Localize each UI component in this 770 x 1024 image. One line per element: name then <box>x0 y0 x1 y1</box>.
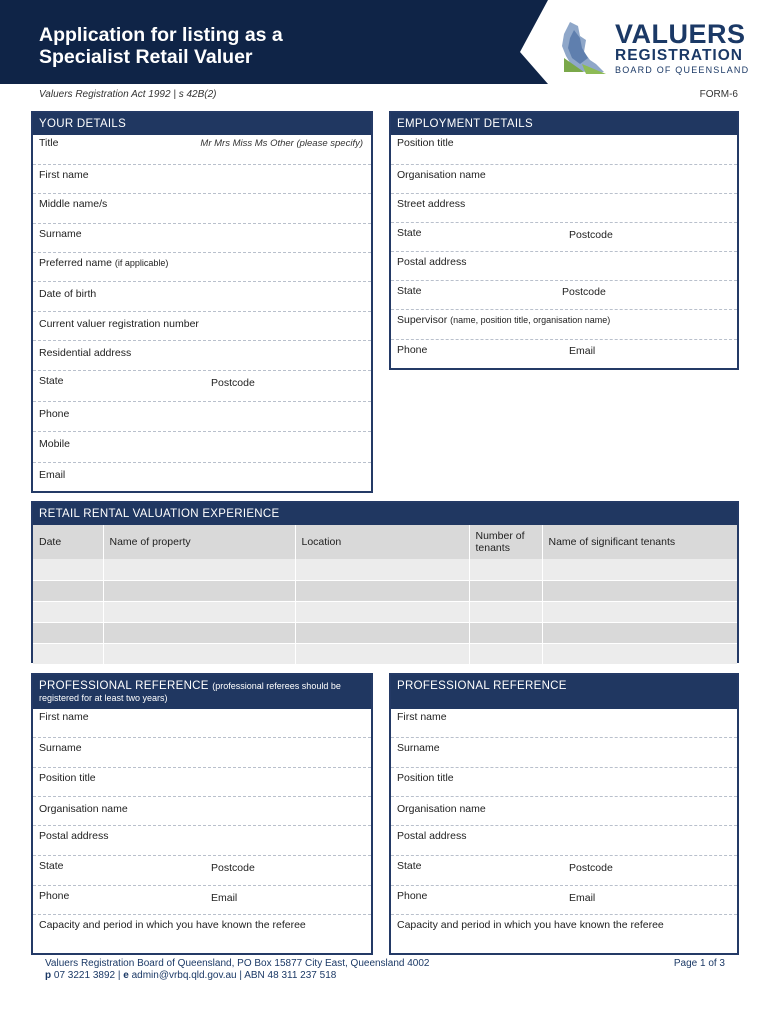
table-cell[interactable] <box>33 601 103 622</box>
employment-state-row[interactable]: State Postcode <box>391 223 737 252</box>
ref2-capacity-field[interactable]: Capacity and period in which you have known the referee <box>397 919 664 931</box>
table-cell[interactable] <box>542 559 737 580</box>
page-header <box>0 0 770 84</box>
your-details-panel <box>31 111 373 493</box>
table-cell[interactable] <box>103 559 295 580</box>
ref1-postal-field[interactable]: Postal address <box>33 826 371 856</box>
middle-name-field[interactable]: Middle name/s <box>33 194 371 224</box>
table-cell[interactable] <box>295 622 469 643</box>
res-address-field[interactable]: Residential address <box>33 341 371 371</box>
table-cell[interactable] <box>103 622 295 643</box>
reference-2-panel <box>389 673 739 955</box>
ref1-position-field[interactable]: Position title <box>33 768 371 797</box>
form-title: Application for listing as a Specialist Retail Valuer <box>39 24 283 68</box>
first-name-field[interactable]: First name <box>33 165 371 194</box>
preferred-name-field[interactable]: Preferred name (if applicable) <box>33 253 371 282</box>
ref2-org-field[interactable]: Organisation name <box>391 797 737 826</box>
employment-panel <box>389 111 739 370</box>
ref2-position-field[interactable]: Position title <box>391 768 737 797</box>
table-cell[interactable] <box>33 559 103 580</box>
experience-heading: RETAIL RENTAL VALUATION EXPERIENCE <box>33 503 737 525</box>
ref2-postal-field[interactable]: Postal address <box>391 826 737 856</box>
dob-field[interactable]: Date of birth <box>33 282 371 312</box>
table-cell[interactable] <box>103 601 295 622</box>
ref1-phone-row[interactable]: Phone Email <box>33 886 371 915</box>
col-significant-tenants: Name of significant tenants <box>542 525 737 559</box>
act-reference: Valuers Registration Act 1992 | s 42B(2) <box>39 89 217 100</box>
ref1-state-row[interactable]: State Postcode <box>33 856 371 886</box>
logo-wordmark: VALUERS REGISTRATION BOARD OF QUEENSLAND <box>615 19 750 75</box>
postal-state-row[interactable]: State Postcode <box>391 281 737 310</box>
table-row <box>33 559 737 580</box>
table-cell[interactable] <box>295 643 469 664</box>
table-row <box>33 643 737 664</box>
ref1-surname-field[interactable]: Surname <box>33 738 371 768</box>
table-cell[interactable] <box>103 580 295 601</box>
experience-table <box>33 525 737 665</box>
ref2-surname-field[interactable]: Surname <box>391 738 737 768</box>
table-cell[interactable] <box>542 601 737 622</box>
position-title-field[interactable]: Position title <box>391 135 737 165</box>
email-field[interactable]: Email <box>39 469 66 481</box>
mobile-field[interactable]: Mobile <box>33 432 371 463</box>
footer-abn: | ABN 48 311 237 518 <box>239 970 337 981</box>
ref2-phone-row[interactable]: Phone Email <box>391 886 737 915</box>
street-address-field[interactable]: Street address <box>391 194 737 223</box>
table-cell[interactable] <box>33 580 103 601</box>
table-row <box>33 580 737 601</box>
col-property: Name of property <box>103 525 295 559</box>
reg-number-field[interactable]: Current valuer registration number <box>33 312 371 341</box>
table-cell[interactable] <box>295 559 469 580</box>
footer-email-link[interactable]: admin@vrbq.qld.gov.au <box>131 970 237 981</box>
page-number: Page 1 of 3 <box>673 958 725 969</box>
table-cell[interactable] <box>295 601 469 622</box>
table-cell[interactable] <box>542 622 737 643</box>
reference-2-heading: PROFESSIONAL REFERENCE <box>391 675 737 709</box>
col-location: Location <box>295 525 469 559</box>
footer-address: Valuers Registration Board of Queensland, PO Box 15877 City East, Queensland 4002 <box>45 958 430 969</box>
reference-1-heading: PROFESSIONAL REFERENCE (professional referees should be registered for at least two years) <box>33 675 371 709</box>
ref1-first-name-field[interactable]: First name <box>33 709 371 738</box>
phone-field[interactable]: Phone <box>33 402 371 432</box>
table-row <box>33 601 737 622</box>
reference-1-panel <box>31 673 373 955</box>
employment-heading: EMPLOYMENT DETAILS <box>391 113 737 135</box>
table-cell[interactable] <box>103 643 295 664</box>
table-cell[interactable] <box>542 580 737 601</box>
experience-panel <box>31 501 739 663</box>
col-date: Date <box>33 525 103 559</box>
table-cell[interactable] <box>33 643 103 664</box>
table-cell[interactable] <box>469 643 542 664</box>
col-tenants: Number of tenants <box>469 525 542 559</box>
title-options[interactable]: Mr Mrs Miss Ms Other (please specify) <box>200 138 363 149</box>
table-cell[interactable] <box>469 601 542 622</box>
form-number: FORM-6 <box>699 89 738 100</box>
ref2-state-row[interactable]: State Postcode <box>391 856 737 886</box>
title-field[interactable]: Title Mr Mrs Miss Ms Other (please specify) <box>33 135 371 165</box>
state-label: State <box>39 375 64 387</box>
table-row <box>33 622 737 643</box>
table-cell[interactable] <box>469 622 542 643</box>
org-name-field[interactable]: Organisation name <box>391 165 737 194</box>
footer-phone[interactable]: 07 3221 3892 <box>53 970 116 981</box>
postal-address-field[interactable]: Postal address <box>391 252 737 281</box>
ref1-org-field[interactable]: Organisation name <box>33 797 371 826</box>
your-details-heading: YOUR DETAILS <box>33 113 371 135</box>
supervisor-field[interactable]: Supervisor (name, position title, organisation name) <box>391 310 737 340</box>
table-cell[interactable] <box>469 559 542 580</box>
ref1-capacity-field[interactable]: Capacity and period in which you have known the referee <box>39 919 306 931</box>
employment-phone-row[interactable]: Phone Email <box>397 344 596 357</box>
table-cell[interactable] <box>33 622 103 643</box>
page-footer <box>45 958 430 982</box>
ref2-first-name-field[interactable]: First name <box>391 709 737 738</box>
table-cell[interactable] <box>542 643 737 664</box>
footer-contact: p 07 3221 3892 | e admin@vrbq.qld.gov.au | ABN 48 311 237 518 <box>45 970 337 981</box>
surname-field[interactable]: Surname <box>33 224 371 253</box>
table-cell[interactable] <box>469 580 542 601</box>
postcode-label: Postcode <box>211 377 255 389</box>
state-postcode-row[interactable] <box>33 371 371 402</box>
table-cell[interactable] <box>295 580 469 601</box>
